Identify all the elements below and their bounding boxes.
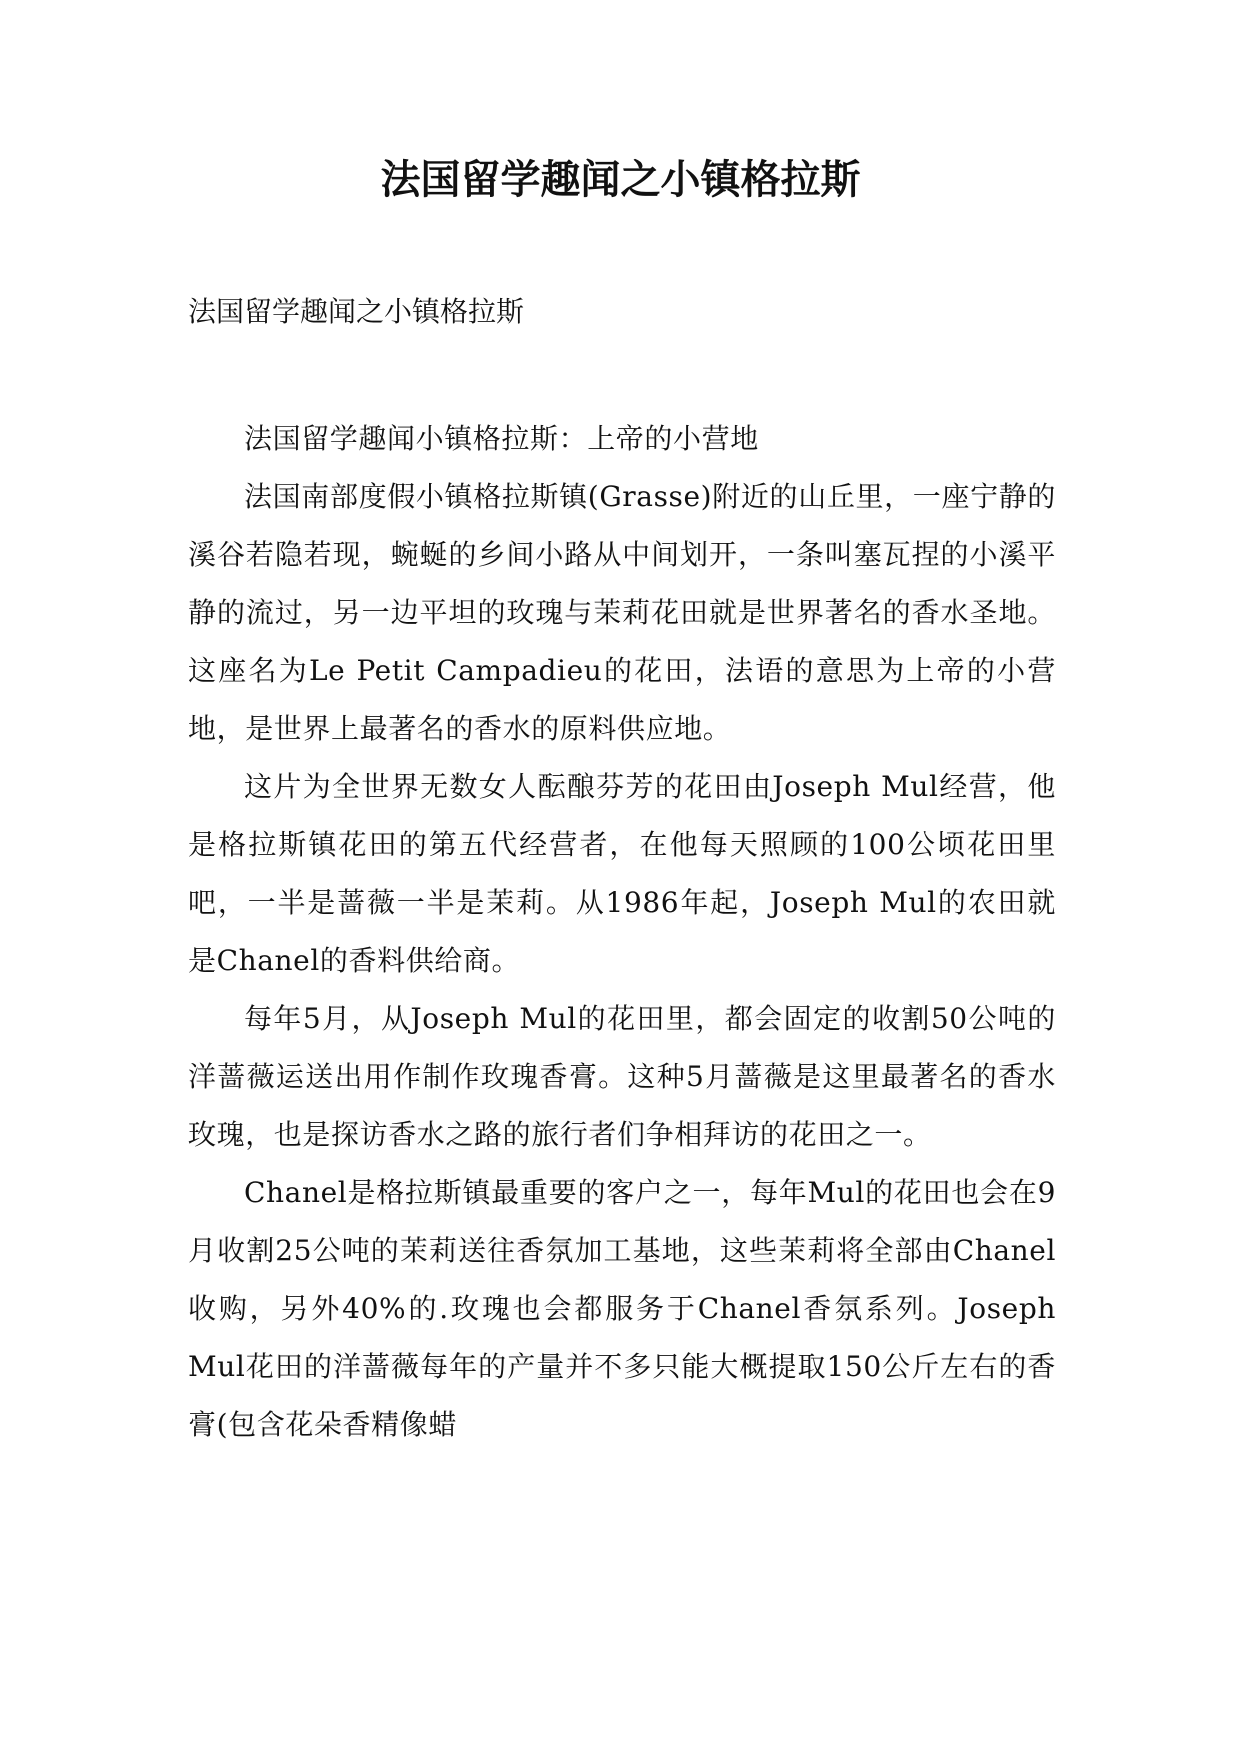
document-subtitle: 法国留学趣闻之小镇格拉斯 xyxy=(188,295,525,328)
paragraph: 这片为全世界无数女人酝酿芬芳的花田由Joseph Mul经营，他是格拉斯镇花田的第五代经营者，在他每天照顾的100公顷花田里吧，一半是蔷薇一半是茉莉。从1986年起，Joseph Mul的农田就是Chanel的香料供给商。 xyxy=(188,770,1056,977)
document-title: 法国留学趣闻之小镇格拉斯 xyxy=(380,156,861,203)
paragraph-heading: 法国留学趣闻小镇格拉斯：上帝的小营地 xyxy=(244,422,759,455)
document-body xyxy=(188,410,1056,1454)
paragraph: 每年5月，从Joseph Mul的花田里，都会固定的收割50公吨的洋蔷薇运送出用作制作玫瑰香膏。这种5月蔷薇是这里最著名的香水玫瑰，也是探访香水之路的旅行者们争相拜访的花田之一。 xyxy=(188,1002,1056,1151)
paragraph: 法国南部度假小镇格拉斯镇(Grasse)附近的山丘里，一座宁静的溪谷若隐若现，蜿蜒的乡间小路从中间划开，一条叫塞瓦捏的小溪平静的流过，另一边平坦的玫瑰与茉莉花田就是世界著名的香水圣地。这座名为Le Petit Campadieu的花田，法语的意思为上帝的小营地，是世界上最著名的香水的原料供应地。 xyxy=(188,480,1056,745)
paragraph: Chanel是格拉斯镇最重要的客户之一，每年Mul的花田也会在9月收割25公吨的茉莉送往香氛加工基地，这些茉莉将全部由Chanel收购，另外40%的.玫瑰也会都服务于Chanel香氛系列。Joseph Mul花田的洋蔷薇每年的产量并不多只能大概提取150公斤左右的香膏(包含花朵香精像蜡 xyxy=(188,1176,1056,1441)
